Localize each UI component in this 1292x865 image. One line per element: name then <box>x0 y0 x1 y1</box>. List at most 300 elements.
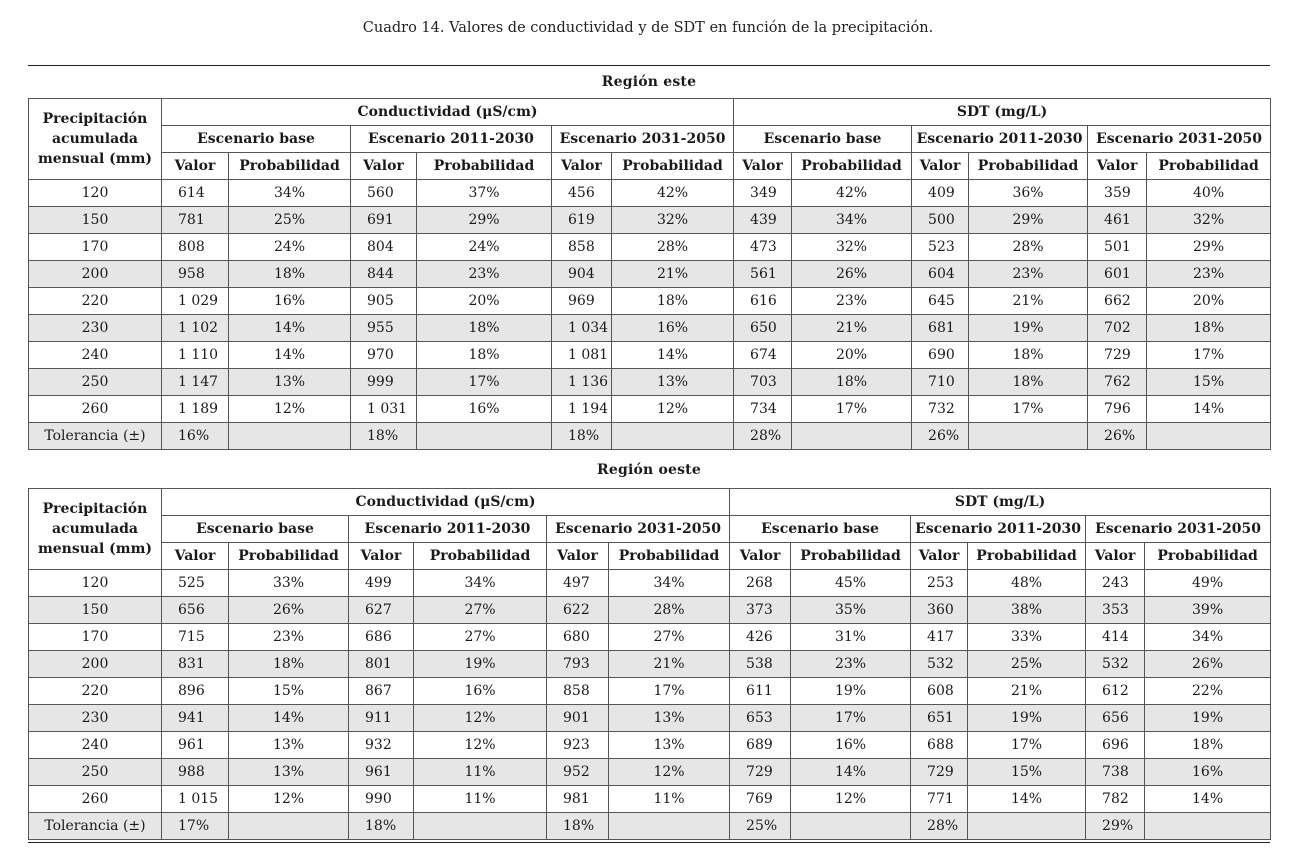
value-cell: 932 <box>349 732 414 759</box>
probability-cell: 24% <box>417 234 552 261</box>
probability-cell: 29% <box>969 207 1088 234</box>
value-cell: 911 <box>349 705 414 732</box>
precip-cell: 250 <box>29 759 162 786</box>
tolerance-value: 17% <box>162 813 229 840</box>
probability-cell: 32% <box>1147 207 1271 234</box>
probability-cell: 28% <box>609 597 730 624</box>
scenario-header: Escenario base <box>730 516 911 543</box>
probability-cell: 12% <box>791 786 911 813</box>
probability-cell: 18% <box>612 288 734 315</box>
probability-cell: 32% <box>612 207 734 234</box>
precip-cell: 220 <box>29 288 162 315</box>
probability-cell: 34% <box>609 570 730 597</box>
value-cell: 349 <box>734 180 792 207</box>
table-row <box>29 207 1271 234</box>
probability-cell: 29% <box>1147 234 1271 261</box>
tolerance-value: 26% <box>912 423 969 450</box>
probability-cell: 13% <box>229 732 349 759</box>
value-cell: 360 <box>911 597 968 624</box>
probability-cell: 49% <box>1145 570 1271 597</box>
header-row-scenarios <box>29 126 1271 153</box>
tolerance-empty <box>229 813 349 840</box>
probability-cell: 15% <box>968 759 1086 786</box>
value-cell: 771 <box>911 786 968 813</box>
probability-cell: 24% <box>229 234 351 261</box>
sdt-header: SDT (mg/L) <box>734 99 1271 126</box>
value-cell: 955 <box>351 315 417 342</box>
valor-header: Valor <box>349 543 414 570</box>
value-cell: 616 <box>734 288 792 315</box>
value-cell: 501 <box>1088 234 1147 261</box>
probability-cell: 18% <box>969 342 1088 369</box>
table-row <box>29 369 1271 396</box>
value-cell: 715 <box>162 624 229 651</box>
value-cell: 734 <box>734 396 792 423</box>
table-caption: Cuadro 14. Valores de conductividad y de SDT en función de la precipitación. <box>362 20 934 36</box>
probability-cell: 19% <box>1145 705 1271 732</box>
valor-header: Valor <box>552 153 612 180</box>
precip-cell: 260 <box>29 786 162 813</box>
valor-header: Valor <box>547 543 609 570</box>
value-cell: 844 <box>351 261 417 288</box>
valor-header: Valor <box>911 543 968 570</box>
probability-cell: 13% <box>609 705 730 732</box>
valor-header: Valor <box>1086 543 1145 570</box>
probability-cell: 12% <box>609 759 730 786</box>
probability-cell: 13% <box>229 369 351 396</box>
value-cell: 796 <box>1088 396 1147 423</box>
probability-cell: 22% <box>1145 678 1271 705</box>
value-cell: 831 <box>162 651 229 678</box>
valor-header: Valor <box>1088 153 1147 180</box>
value-cell: 461 <box>1088 207 1147 234</box>
table-row <box>29 261 1271 288</box>
probability-cell: 12% <box>414 705 547 732</box>
precip-cell: 120 <box>29 570 162 597</box>
probability-cell: 23% <box>417 261 552 288</box>
header-row-columns <box>29 543 1271 570</box>
probability-cell: 18% <box>792 369 912 396</box>
probability-cell: 26% <box>229 597 349 624</box>
value-cell: 268 <box>730 570 791 597</box>
table-row <box>29 651 1271 678</box>
value-cell: 604 <box>912 261 969 288</box>
tolerance-value: 29% <box>1086 813 1145 840</box>
tolerance-value: 28% <box>911 813 968 840</box>
value-cell: 1 031 <box>351 396 417 423</box>
probability-cell: 20% <box>417 288 552 315</box>
probability-cell: 36% <box>969 180 1088 207</box>
probability-cell: 17% <box>792 396 912 423</box>
scenario-header: Escenario base <box>162 126 351 153</box>
value-cell: 627 <box>349 597 414 624</box>
scenario-header: Escenario base <box>162 516 349 543</box>
probability-cell: 17% <box>791 705 911 732</box>
probability-cell: 14% <box>229 342 351 369</box>
probability-cell: 21% <box>612 261 734 288</box>
value-cell: 703 <box>734 369 792 396</box>
scenario-header: Escenario 2011-2030 <box>912 126 1088 153</box>
probability-cell: 21% <box>609 651 730 678</box>
value-cell: 608 <box>911 678 968 705</box>
precip-cell: 200 <box>29 261 162 288</box>
value-cell: 456 <box>552 180 612 207</box>
precip-cell: 250 <box>29 369 162 396</box>
value-cell: 1 029 <box>162 288 229 315</box>
probability-cell: 16% <box>1145 759 1271 786</box>
value-cell: 500 <box>912 207 969 234</box>
value-cell: 651 <box>911 705 968 732</box>
table-region-east <box>28 98 1271 450</box>
value-cell: 612 <box>1086 678 1145 705</box>
probabilidad-header: Probabilidad <box>417 153 552 180</box>
probability-cell: 17% <box>417 369 552 396</box>
value-cell: 1 015 <box>162 786 229 813</box>
tolerance-value: 28% <box>734 423 792 450</box>
value-cell: 732 <box>912 396 969 423</box>
tolerance-value: 18% <box>349 813 414 840</box>
value-cell: 686 <box>349 624 414 651</box>
value-cell: 691 <box>351 207 417 234</box>
probability-cell: 39% <box>1145 597 1271 624</box>
conductividad-header: Conductividad (μS/cm) <box>162 99 734 126</box>
probability-cell: 16% <box>414 678 547 705</box>
value-cell: 990 <box>349 786 414 813</box>
probability-cell: 35% <box>791 597 911 624</box>
probability-cell: 33% <box>968 624 1086 651</box>
probabilidad-header: Probabilidad <box>612 153 734 180</box>
value-cell: 525 <box>162 570 229 597</box>
probability-cell: 21% <box>968 678 1086 705</box>
value-cell: 1 189 <box>162 396 229 423</box>
value-cell: 738 <box>1086 759 1145 786</box>
table-row <box>29 342 1271 369</box>
probability-cell: 11% <box>609 786 730 813</box>
value-cell: 867 <box>349 678 414 705</box>
region-title-east: Región este <box>601 74 697 90</box>
probability-cell: 18% <box>229 651 349 678</box>
value-cell: 1 194 <box>552 396 612 423</box>
value-cell: 674 <box>734 342 792 369</box>
value-cell: 373 <box>730 597 791 624</box>
probability-cell: 25% <box>229 207 351 234</box>
value-cell: 958 <box>162 261 229 288</box>
value-cell: 729 <box>730 759 791 786</box>
probability-cell: 45% <box>791 570 911 597</box>
probability-cell: 11% <box>414 786 547 813</box>
value-cell: 439 <box>734 207 792 234</box>
scenario-header: Escenario 2011-2030 <box>911 516 1086 543</box>
probabilidad-header: Probabilidad <box>1145 543 1271 570</box>
value-cell: 497 <box>547 570 609 597</box>
table-row <box>29 786 1271 813</box>
value-cell: 473 <box>734 234 792 261</box>
probability-cell: 25% <box>968 651 1086 678</box>
value-cell: 858 <box>552 234 612 261</box>
valor-header: Valor <box>912 153 969 180</box>
probability-cell: 17% <box>968 732 1086 759</box>
probability-cell: 14% <box>229 705 349 732</box>
valor-header: Valor <box>730 543 791 570</box>
probability-cell: 20% <box>1147 288 1271 315</box>
probability-cell: 21% <box>969 288 1088 315</box>
header-row-columns <box>29 153 1271 180</box>
value-cell: 801 <box>349 651 414 678</box>
probability-cell: 14% <box>1147 396 1271 423</box>
probabilidad-header: Probabilidad <box>229 153 351 180</box>
probability-cell: 42% <box>792 180 912 207</box>
tolerance-empty <box>612 423 734 450</box>
value-cell: 688 <box>911 732 968 759</box>
precip-cell: 230 <box>29 705 162 732</box>
table-row <box>29 234 1271 261</box>
value-cell: 782 <box>1086 786 1145 813</box>
probabilidad-header: Probabilidad <box>792 153 912 180</box>
precip-cell: 200 <box>29 651 162 678</box>
value-cell: 710 <box>912 369 969 396</box>
precip-cell: 260 <box>29 396 162 423</box>
scenario-header: Escenario 2011-2030 <box>349 516 547 543</box>
value-cell: 1 147 <box>162 369 229 396</box>
value-cell: 905 <box>351 288 417 315</box>
value-cell: 523 <box>912 234 969 261</box>
probability-cell: 48% <box>968 570 1086 597</box>
probability-cell: 34% <box>792 207 912 234</box>
probability-cell: 26% <box>792 261 912 288</box>
probability-cell: 11% <box>414 759 547 786</box>
tolerance-empty <box>609 813 730 840</box>
probabilidad-header: Probabilidad <box>414 543 547 570</box>
scenario-header: Escenario 2011-2030 <box>351 126 552 153</box>
value-cell: 614 <box>162 180 229 207</box>
precip-cell: 220 <box>29 678 162 705</box>
table-row <box>29 570 1271 597</box>
value-cell: 808 <box>162 234 229 261</box>
value-cell: 645 <box>912 288 969 315</box>
value-cell: 999 <box>351 369 417 396</box>
probability-cell: 18% <box>969 369 1088 396</box>
probability-cell: 23% <box>792 288 912 315</box>
probability-cell: 23% <box>791 651 911 678</box>
probability-cell: 17% <box>609 678 730 705</box>
table-row <box>29 315 1271 342</box>
probability-cell: 14% <box>968 786 1086 813</box>
probability-cell: 13% <box>612 369 734 396</box>
tolerance-label: Tolerancia (±) <box>29 813 162 840</box>
probability-cell: 12% <box>229 786 349 813</box>
value-cell: 804 <box>351 234 417 261</box>
value-cell: 961 <box>162 732 229 759</box>
probability-cell: 34% <box>229 180 351 207</box>
precip-cell: 240 <box>29 342 162 369</box>
table-row <box>29 705 1271 732</box>
value-cell: 359 <box>1088 180 1147 207</box>
probability-cell: 31% <box>791 624 911 651</box>
value-cell: 941 <box>162 705 229 732</box>
probability-cell: 12% <box>612 396 734 423</box>
table-row <box>29 732 1271 759</box>
valor-header: Valor <box>162 153 229 180</box>
probability-cell: 37% <box>417 180 552 207</box>
probability-cell: 27% <box>414 597 547 624</box>
probability-cell: 28% <box>612 234 734 261</box>
value-cell: 653 <box>730 705 791 732</box>
precip-cell: 150 <box>29 207 162 234</box>
value-cell: 988 <box>162 759 229 786</box>
probabilidad-header: Probabilidad <box>1147 153 1271 180</box>
value-cell: 414 <box>1086 624 1145 651</box>
probability-cell: 29% <box>417 207 552 234</box>
value-cell: 650 <box>734 315 792 342</box>
value-cell: 253 <box>911 570 968 597</box>
region-title-west: Región oeste <box>597 462 701 478</box>
probability-cell: 18% <box>229 261 351 288</box>
valor-header: Valor <box>351 153 417 180</box>
probability-cell: 15% <box>1147 369 1271 396</box>
probability-cell: 33% <box>229 570 349 597</box>
precip-cell: 240 <box>29 732 162 759</box>
probability-cell: 34% <box>1145 624 1271 651</box>
header-row-groups <box>29 489 1271 516</box>
table-row <box>29 678 1271 705</box>
probability-cell: 17% <box>969 396 1088 423</box>
tolerance-value: 18% <box>552 423 612 450</box>
value-cell: 619 <box>552 207 612 234</box>
sdt-header: SDT (mg/L) <box>730 489 1271 516</box>
table-row <box>29 759 1271 786</box>
value-cell: 499 <box>349 570 414 597</box>
value-cell: 729 <box>911 759 968 786</box>
probability-cell: 16% <box>791 732 911 759</box>
value-cell: 561 <box>734 261 792 288</box>
tolerance-empty <box>1145 813 1271 840</box>
scenario-header: Escenario 2031-2050 <box>547 516 730 543</box>
value-cell: 858 <box>547 678 609 705</box>
value-cell: 538 <box>730 651 791 678</box>
probability-cell: 18% <box>417 342 552 369</box>
table-row <box>29 624 1271 651</box>
value-cell: 793 <box>547 651 609 678</box>
value-cell: 762 <box>1088 369 1147 396</box>
table-row <box>29 180 1271 207</box>
tolerance-empty <box>229 423 351 450</box>
probabilidad-header: Probabilidad <box>791 543 911 570</box>
value-cell: 923 <box>547 732 609 759</box>
value-cell: 1 136 <box>552 369 612 396</box>
value-cell: 409 <box>912 180 969 207</box>
value-cell: 601 <box>1088 261 1147 288</box>
probability-cell: 32% <box>792 234 912 261</box>
probability-cell: 12% <box>414 732 547 759</box>
probability-cell: 40% <box>1147 180 1271 207</box>
probability-cell: 16% <box>229 288 351 315</box>
table-row <box>29 597 1271 624</box>
probability-cell: 19% <box>968 705 1086 732</box>
precip-cell: 170 <box>29 234 162 261</box>
precip-cell: 120 <box>29 180 162 207</box>
value-cell: 622 <box>547 597 609 624</box>
value-cell: 961 <box>349 759 414 786</box>
bottom-rule <box>28 842 1270 843</box>
probability-cell: 16% <box>612 315 734 342</box>
tolerance-value: 26% <box>1088 423 1147 450</box>
probability-cell: 16% <box>417 396 552 423</box>
top-rule <box>28 65 1270 66</box>
valor-header: Valor <box>734 153 792 180</box>
probability-cell: 14% <box>612 342 734 369</box>
probability-cell: 23% <box>229 624 349 651</box>
probabilidad-header: Probabilidad <box>969 153 1088 180</box>
tolerance-empty <box>1147 423 1271 450</box>
probability-cell: 14% <box>1145 786 1271 813</box>
value-cell: 611 <box>730 678 791 705</box>
value-cell: 426 <box>730 624 791 651</box>
value-cell: 896 <box>162 678 229 705</box>
probability-cell: 17% <box>1147 342 1271 369</box>
value-cell: 690 <box>912 342 969 369</box>
probability-cell: 13% <box>609 732 730 759</box>
value-cell: 904 <box>552 261 612 288</box>
scenario-header: Escenario 2031-2050 <box>552 126 734 153</box>
value-cell: 1 110 <box>162 342 229 369</box>
probability-cell: 18% <box>1147 315 1271 342</box>
probability-cell: 21% <box>792 315 912 342</box>
value-cell: 729 <box>1088 342 1147 369</box>
scenario-header: Escenario 2031-2050 <box>1086 516 1271 543</box>
probability-cell: 14% <box>229 315 351 342</box>
tolerance-value: 18% <box>351 423 417 450</box>
table-row <box>29 288 1271 315</box>
probability-cell: 19% <box>791 678 911 705</box>
probability-cell: 19% <box>969 315 1088 342</box>
value-cell: 696 <box>1086 732 1145 759</box>
header-row-groups <box>29 99 1271 126</box>
probability-cell: 26% <box>1145 651 1271 678</box>
value-cell: 532 <box>1086 651 1145 678</box>
value-cell: 969 <box>552 288 612 315</box>
probability-cell: 34% <box>414 570 547 597</box>
precip-cell: 230 <box>29 315 162 342</box>
value-cell: 689 <box>730 732 791 759</box>
probability-cell: 27% <box>609 624 730 651</box>
value-cell: 901 <box>547 705 609 732</box>
value-cell: 781 <box>162 207 229 234</box>
probability-cell: 13% <box>229 759 349 786</box>
value-cell: 981 <box>547 786 609 813</box>
scenario-header: Escenario 2031-2050 <box>1088 126 1271 153</box>
tolerance-empty <box>417 423 552 450</box>
precip-header: Precipitación acumulada mensual (mm) <box>29 489 162 570</box>
value-cell: 1 034 <box>552 315 612 342</box>
tolerance-row <box>29 423 1271 450</box>
value-cell: 560 <box>351 180 417 207</box>
probability-cell: 28% <box>969 234 1088 261</box>
probability-cell: 14% <box>791 759 911 786</box>
probabilidad-header: Probabilidad <box>968 543 1086 570</box>
probability-cell: 23% <box>969 261 1088 288</box>
header-row-scenarios <box>29 516 1271 543</box>
value-cell: 702 <box>1088 315 1147 342</box>
value-cell: 243 <box>1086 570 1145 597</box>
value-cell: 1 081 <box>552 342 612 369</box>
value-cell: 952 <box>547 759 609 786</box>
value-cell: 681 <box>912 315 969 342</box>
value-cell: 1 102 <box>162 315 229 342</box>
tolerance-empty <box>792 423 912 450</box>
probability-cell: 42% <box>612 180 734 207</box>
value-cell: 662 <box>1088 288 1147 315</box>
probability-cell: 38% <box>968 597 1086 624</box>
